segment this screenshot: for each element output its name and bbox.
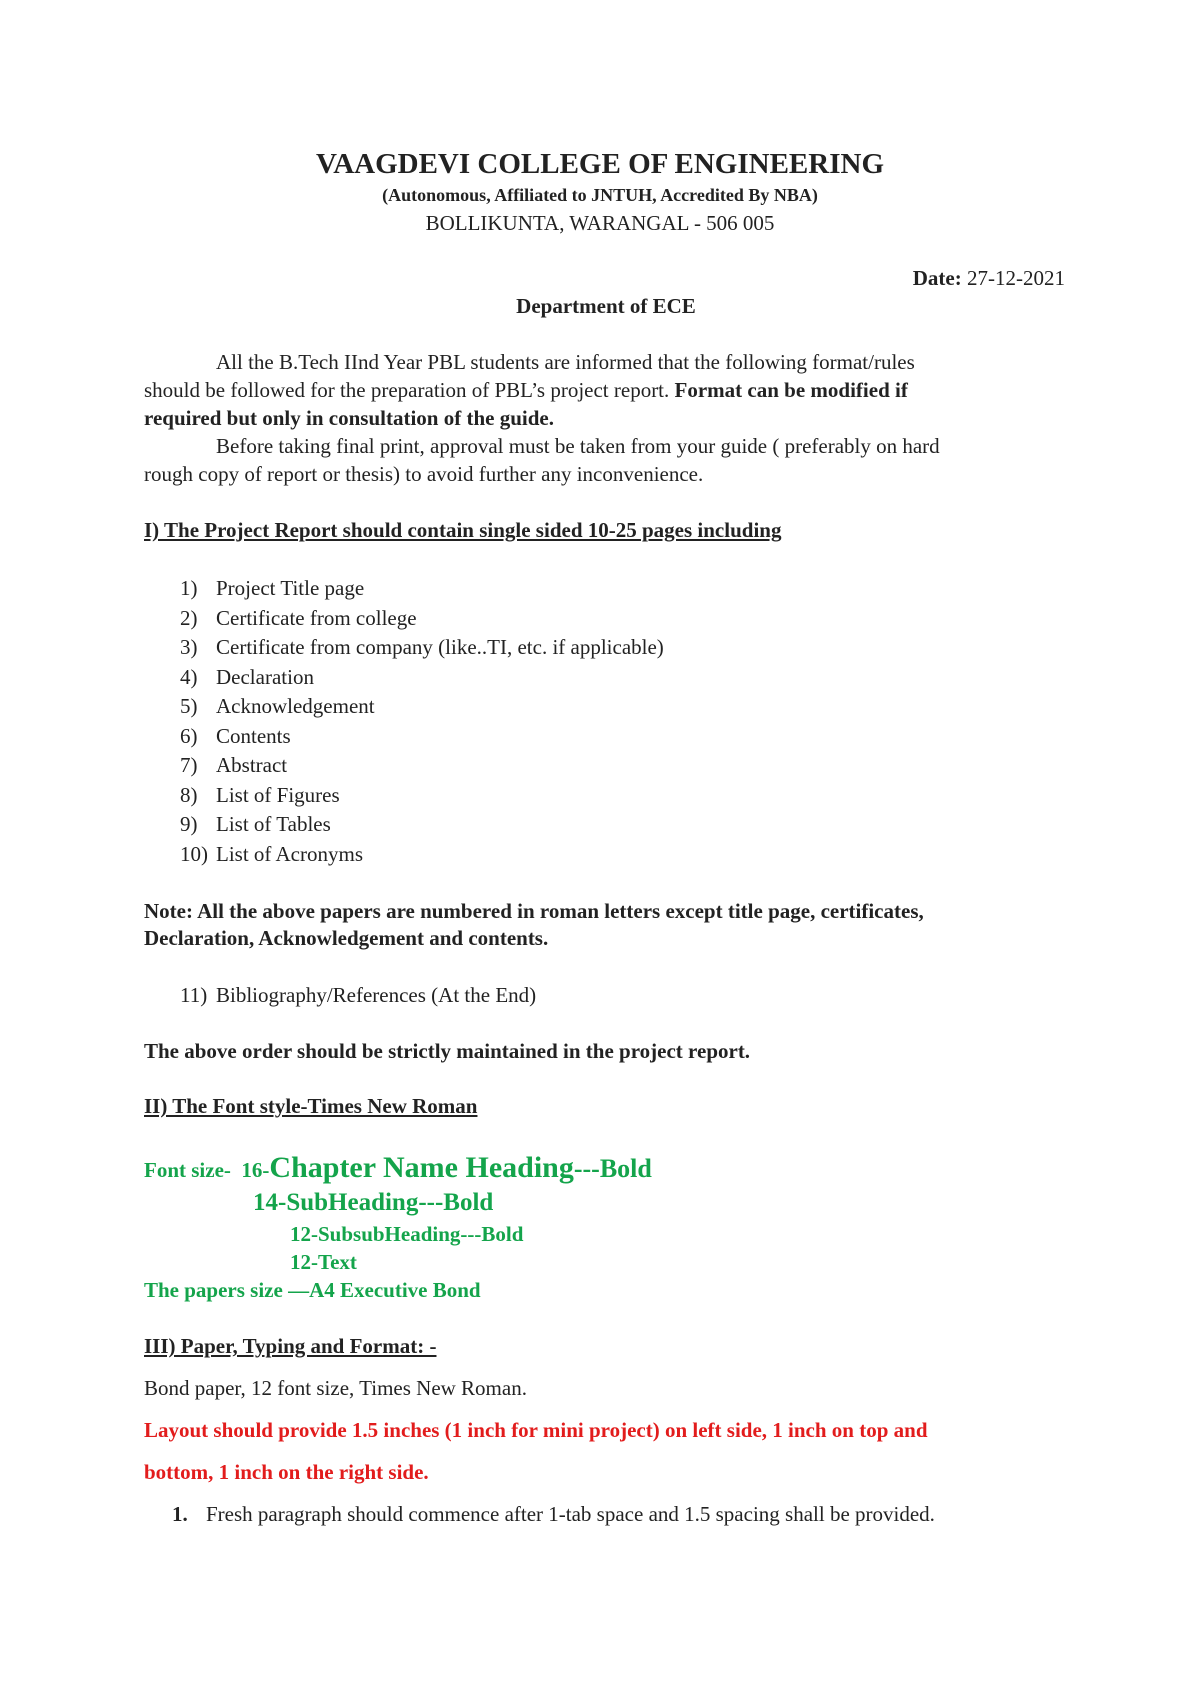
list-item-11 <box>180 981 536 1009</box>
pages-list <box>180 574 664 869</box>
department-title: Department of ECE <box>516 294 696 318</box>
chapter-heading-sample: Chapter Name Heading <box>269 1151 574 1184</box>
date-label: Date: <box>912 266 962 290</box>
layout-line-1: Layout should provide 1.5 inches (1 inch for mini project) on left side, 1 inch on top and <box>144 1418 928 1442</box>
intro-line-4: Before taking final print, approval must be taken from your guide ( preferably on hard <box>216 434 940 458</box>
list-item-11-text: Bibliography/References (At the End) <box>216 983 537 1007</box>
font-size-label: Font size- <box>144 1158 231 1182</box>
subheading-sample: 14-SubHeading---Bold <box>253 1189 494 1216</box>
layout-line-2: bottom, 1 inch on the right side. <box>144 1460 429 1484</box>
font-size-line <box>144 1148 652 1190</box>
note-line-2: Declaration, Acknowledgement and contents. <box>144 926 549 950</box>
intro-line-1: All the B.Tech IInd Year PBL students are informed that the following format/rules <box>216 350 915 374</box>
list-item-11-num: 11) <box>180 983 208 1007</box>
list-item: 3) Certificate from company (like..TI, etc. if applicable) <box>180 635 664 659</box>
text-size-sample: 12-Text <box>290 1250 357 1274</box>
font-size-16-num: 16- <box>241 1158 270 1182</box>
section-3-heading: III) Paper, Typing and Format: - <box>144 1334 437 1358</box>
intro-line-2 <box>144 376 908 404</box>
intro-line-5: rough copy of report or thesis) to avoid further any inconvenience. <box>144 462 704 486</box>
list-item: 1) Project Title page <box>180 576 365 600</box>
list-item: 6) Contents <box>180 723 291 748</box>
intro-line-2-text: should be followed for the preparation of PBL’s project report. <box>144 378 670 402</box>
format-item-1-num: 1. <box>172 1502 188 1526</box>
college-address: BOLLIKUNTA, WARANGAL - 506 005 <box>425 211 775 235</box>
section-1-heading: I) The Project Report should contain single sided 10-25 pages including <box>144 518 782 542</box>
list-item: 4) Declaration <box>180 664 314 689</box>
date-line <box>913 264 1065 292</box>
college-affiliation: (Autonomous, Affiliated to JNTUH, Accredited By NBA) <box>382 185 818 205</box>
list-item: 9) List of Tables <box>180 812 331 836</box>
list-item: 8) List of Figures <box>180 782 340 807</box>
order-note: The above order should be strictly maintained in the project report. <box>144 1039 751 1063</box>
bond-paper-line: Bond paper, 12 font size, Times New Roman. <box>144 1376 527 1400</box>
paper-size-line: The papers size —A4 Executive Bond <box>144 1278 481 1302</box>
note-line-1: Note: All the above papers are numbered in roman letters except title page, certificates, <box>144 899 924 923</box>
list-item: 5) Acknowledgement <box>180 694 375 718</box>
list-item: 10) List of Acronyms <box>180 841 363 866</box>
college-name: VAAGDEVI COLLEGE OF ENGINEERING <box>315 148 885 180</box>
date-value: 27-12-2021 <box>967 266 1065 290</box>
intro-line-2-bold: Format can be modified if <box>674 378 908 402</box>
list-item: 2) Certificate from college <box>180 605 417 630</box>
section-2-heading: II) The Font style-Times New Roman <box>144 1094 478 1118</box>
subsubheading-sample: 12-SubsubHeading---Bold <box>290 1222 524 1246</box>
format-item-1 <box>172 1500 935 1528</box>
list-item: 7) Abstract <box>180 753 288 777</box>
chapter-heading-suffix: ---Bold <box>573 1154 652 1183</box>
intro-line-3: required but only in consultation of the guide. <box>144 406 554 430</box>
format-item-1-text: Fresh paragraph should commence after 1-tab space and 1.5 spacing shall be provided. <box>206 1502 935 1526</box>
